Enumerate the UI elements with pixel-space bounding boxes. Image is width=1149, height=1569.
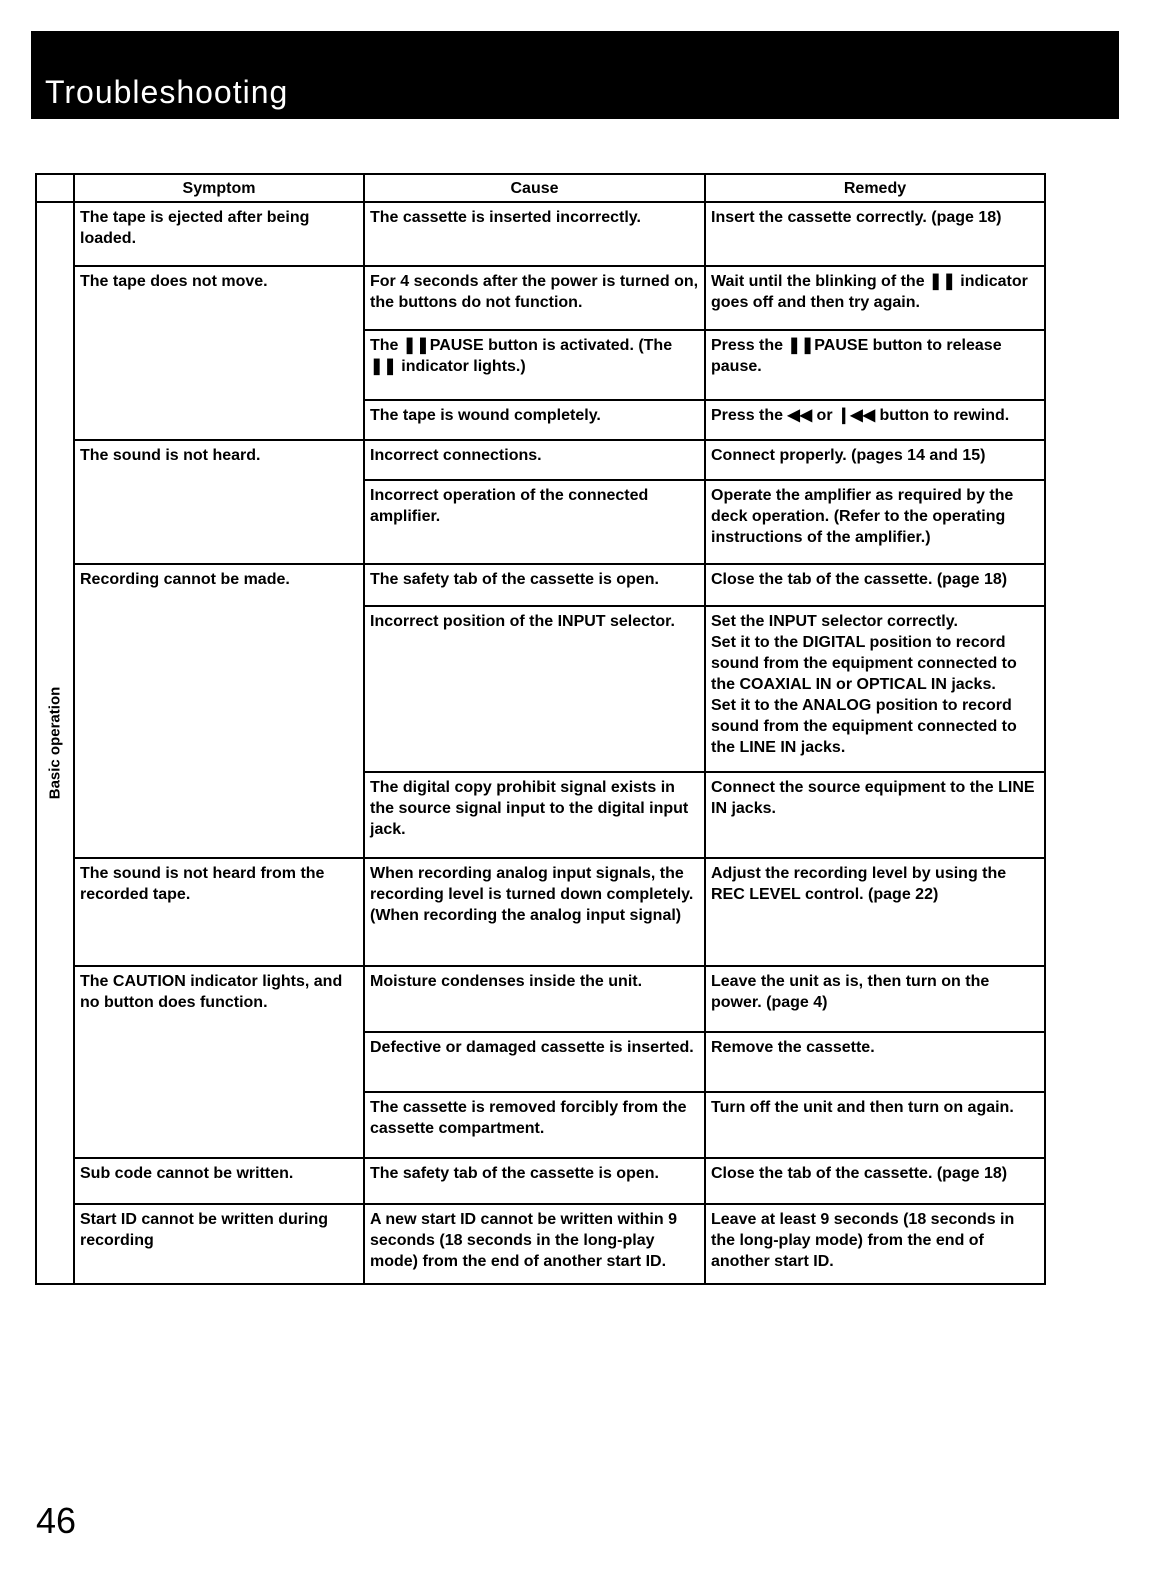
cause-cell: Incorrect position of the INPUT selector. (364, 606, 705, 772)
cause-cell: The safety tab of the cassette is open. (364, 564, 705, 606)
table-row (36, 440, 1045, 480)
remedy-cell: Wait until the blinking of the ❚❚ indicator goes off and then try again. (705, 266, 1045, 330)
table-row (36, 202, 1045, 266)
cause-cell: Incorrect connections. (364, 440, 705, 480)
column-header-symptom: Symptom (74, 174, 364, 202)
remedy-cell: Turn off the unit and then turn on again. (705, 1092, 1045, 1158)
section-label-cell (36, 202, 74, 1284)
remedy-cell: Leave the unit as is, then turn on the power. (page 4) (705, 966, 1045, 1032)
remedy-cell: Insert the cassette correctly. (page 18) (705, 202, 1045, 266)
troubleshooting-table (35, 173, 1046, 1285)
remedy-cell: Press the ◀◀ or ❙◀◀ button to rewind. (705, 400, 1045, 440)
cause-cell: The ❚❚PAUSE button is activated. (The ❚❚ indicator lights.) (364, 330, 705, 400)
table-row (36, 1204, 1045, 1284)
symptom-cell: Sub code cannot be written. (74, 1158, 364, 1204)
cause-cell: The cassette is inserted incorrectly. (364, 202, 705, 266)
symptom-cell: The tape does not move. (74, 266, 364, 440)
remedy-line: Set the INPUT selector correctly. (711, 613, 958, 630)
page-title: Troubleshooting (45, 74, 289, 110)
remedy-line: Set it to the DIGITAL position to record sound from the equipment connected to the COAXIAL IN or OPTICAL IN jacks. (711, 634, 1017, 693)
cause-cell: The safety tab of the cassette is open. (364, 1158, 705, 1204)
symptom-cell: The CAUTION indicator lights, and no button does function. (74, 966, 364, 1158)
table-row (36, 564, 1045, 606)
remedy-cell: Remove the cassette. (705, 1032, 1045, 1092)
table-row (36, 966, 1045, 1032)
cause-cell: A new start ID cannot be written within 9 seconds (18 seconds in the long-play mode) from the end of another start ID. (364, 1204, 705, 1284)
header-bar (31, 31, 1119, 119)
remedy-cell: Press the ❚❚PAUSE button to release pause. (705, 330, 1045, 400)
table-row (36, 266, 1045, 330)
symptom-cell: The tape is ejected after being loaded. (74, 202, 364, 266)
symptom-cell: The sound is not heard. (74, 440, 364, 564)
remedy-cell: Adjust the recording level by using the REC LEVEL control. (page 22) (705, 858, 1045, 966)
symptom-cell: Recording cannot be made. (74, 564, 364, 858)
column-header-remedy: Remedy (705, 174, 1045, 202)
cause-cell: Incorrect operation of the connected amplifier. (364, 480, 705, 564)
remedy-cell: Close the tab of the cassette. (page 18) (705, 1158, 1045, 1204)
cause-cell: For 4 seconds after the power is turned on, the buttons do not function. (364, 266, 705, 330)
table-row (36, 1158, 1045, 1204)
corner-cell (36, 174, 74, 202)
remedy-cell: Close the tab of the cassette. (page 18) (705, 564, 1045, 606)
section-label: Basic operation (46, 686, 64, 800)
cause-cell: The digital copy prohibit signal exists in the source signal input to the digital input jack. (364, 772, 705, 858)
remedy-line: Set it to the ANALOG position to record sound from the equipment connected to the LINE IN jacks. (711, 697, 1017, 756)
symptom-cell: The sound is not heard from the recorded tape. (74, 858, 364, 966)
cause-cell: The cassette is removed forcibly from the cassette compartment. (364, 1092, 705, 1158)
table-row (36, 858, 1045, 966)
remedy-cell: Connect properly. (pages 14 and 15) (705, 440, 1045, 480)
page-number: 46 (36, 1500, 77, 1541)
remedy-cell: Operate the amplifier as required by the deck operation. (Refer to the operating instructions of the amplifier.) (705, 480, 1045, 564)
remedy-cell: Leave at least 9 seconds (18 seconds in the long-play mode) from the end of another start ID. (705, 1204, 1045, 1284)
cause-cell: Defective or damaged cassette is inserted. (364, 1032, 705, 1092)
symptom-cell: Start ID cannot be written during recording (74, 1204, 364, 1284)
remedy-cell: Connect the source equipment to the LINE IN jacks. (705, 772, 1045, 858)
table-header-row (36, 174, 1045, 202)
cause-cell: The tape is wound completely. (364, 400, 705, 440)
cause-cell: Moisture condenses inside the unit. (364, 966, 705, 1032)
remedy-cell (705, 606, 1045, 772)
column-header-cause: Cause (364, 174, 705, 202)
cause-cell: When recording analog input signals, the recording level is turned down completely. (When recording the analog input signal) (364, 858, 705, 966)
